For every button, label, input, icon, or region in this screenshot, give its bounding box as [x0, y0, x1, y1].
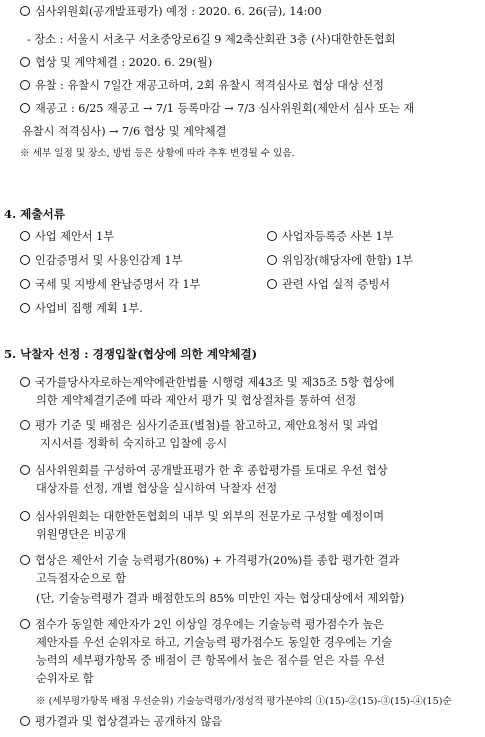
p5-line-b: 고득점자순으로 함 — [36, 572, 127, 585]
section-5-title: 5. 낙찰자 선정 : 경쟁입찰(협상에 의한 계약체결) — [4, 347, 258, 361]
p3-line-b: 대상자를 선정, 개별 협상을 실시하여 낙찰자 선정 — [36, 482, 278, 495]
p6-line-d: 순위자로 함 — [36, 672, 94, 685]
circle-bullet-icon — [20, 231, 30, 241]
circle-bullet-icon — [20, 255, 30, 265]
circle-bullet-icon — [20, 303, 30, 313]
schedule-line-4: 유찰 : 유찰시 7일간 재공고하며, 2회 유찰시 적격심사로 협상 대상 선정 — [20, 78, 384, 93]
circle-bullet-icon — [20, 279, 30, 289]
p4-line-a: 심사위원회는 대한한돈협회의 내부 및 외부의 전문가로 구성할 예정이며 — [20, 509, 384, 524]
p6-line-c: 능력의 세부평가항목 중 배점이 큰 항목에서 높은 점수를 얻은 자를 우선 — [36, 654, 385, 667]
circle-bullet-icon — [20, 555, 30, 565]
p2-line-b: 지시서를 정확히 숙지하고 입찰에 응시 — [40, 437, 228, 450]
circle-bullet-icon — [267, 279, 277, 289]
doc-item-right-2: 위임장(해당자에 한함) 1부 — [267, 253, 413, 268]
circle-bullet-icon — [20, 511, 30, 521]
circle-bullet-icon — [20, 716, 30, 726]
schedule-line-3: 협상 및 계약체결 : 2020. 6. 29(월) — [20, 55, 212, 70]
schedule-line-5a: 재공고 : 6/25 재공고 → 7/1 등록마감 → 7/3 심사위원회(제안서 심사 또는 재 — [20, 101, 414, 116]
circle-bullet-icon — [20, 465, 30, 475]
p7-line: 평가결과 및 협상결과는 공개하지 않음 — [20, 714, 222, 729]
section-4-title: 4. 제출서류 — [4, 207, 65, 221]
doc-item-left-1: 사업 제안서 1부 — [20, 229, 114, 244]
circle-bullet-icon — [267, 255, 277, 265]
p2-line-a: 평가 기준 및 배점은 심사기준표(별첨)를 참고하고, 제안요청서 및 과업 — [20, 418, 378, 433]
doc-item-left-4: 사업비 집행 계획 1부. — [20, 301, 143, 316]
p1-line-a: 국가를당사자로하는계약에관한법률 시행령 제43조 및 제35조 5항 협상에 — [20, 375, 395, 390]
circle-bullet-icon — [20, 377, 30, 387]
doc-item-left-2: 인감증명서 및 사용인감계 1부 — [20, 253, 182, 268]
p6-note: ※ (세부평가항목 배점 우선순위) 기술능력평가/정성적 평가분야의 ①(15)-②(15)-③(15)-④(15)순 — [36, 696, 452, 707]
circle-bullet-icon — [20, 6, 30, 16]
doc-item-right-1: 사업자등록증 사본 1부 — [267, 229, 394, 244]
p6-line-b: 제안자를 우선 순위자로 하고, 기술능력 평가점수도 동일한 경우에는 기술 — [36, 636, 393, 649]
circle-bullet-icon — [20, 57, 30, 67]
doc-item-right-3: 관련 사업 실적 증빙서 — [267, 277, 390, 292]
p1-line-b: 의한 계약체결기준에 따라 제안서 평가 및 협상절차를 통하여 선정 — [36, 394, 357, 407]
circle-bullet-icon — [20, 619, 30, 629]
schedule-note: ※ 세부 일정 및 장소, 방법 등은 상황에 따라 추후 변경될 수 있음. — [20, 148, 295, 159]
p4-line-b: 위원명단은 비공개 — [36, 528, 127, 541]
doc-item-left-3: 국세 및 지방세 완납증명서 각 1부 — [20, 277, 200, 292]
p3-line-a: 심사위원회를 구성하여 공개발표평가 한 후 종합평가를 토대로 우선 협상 — [20, 463, 388, 478]
circle-bullet-icon — [20, 103, 30, 113]
p5-line-c: (단, 기술능력평가 결과 배점한도의 85% 미만인 자는 협상대상에서 제외함) — [36, 592, 405, 605]
schedule-venue: - 장소 : 서울시 서초구 서초중앙로6길 9 제2축산회관 3층 (사)대한한돈협회 — [27, 33, 396, 46]
circle-bullet-icon — [20, 420, 30, 430]
schedule-line-5b: 유찰시 적격심사) → 7/6 협상 및 계약체결 — [22, 125, 227, 138]
circle-bullet-icon — [267, 231, 277, 241]
schedule-line-1: 심사위원회(공개발표평가) 예정 : 2020. 6. 26(금), 14:00 — [20, 4, 322, 19]
p6-line-a: 점수가 동일한 제안자가 2인 이상일 경우에는 기술능력 평가점수가 높은 — [20, 617, 384, 632]
circle-bullet-icon — [20, 80, 30, 90]
p5-line-a: 협상은 제안서 기술 능력평가(80%) + 가격평가(20%)를 종합 평가한 결과 — [20, 553, 399, 568]
